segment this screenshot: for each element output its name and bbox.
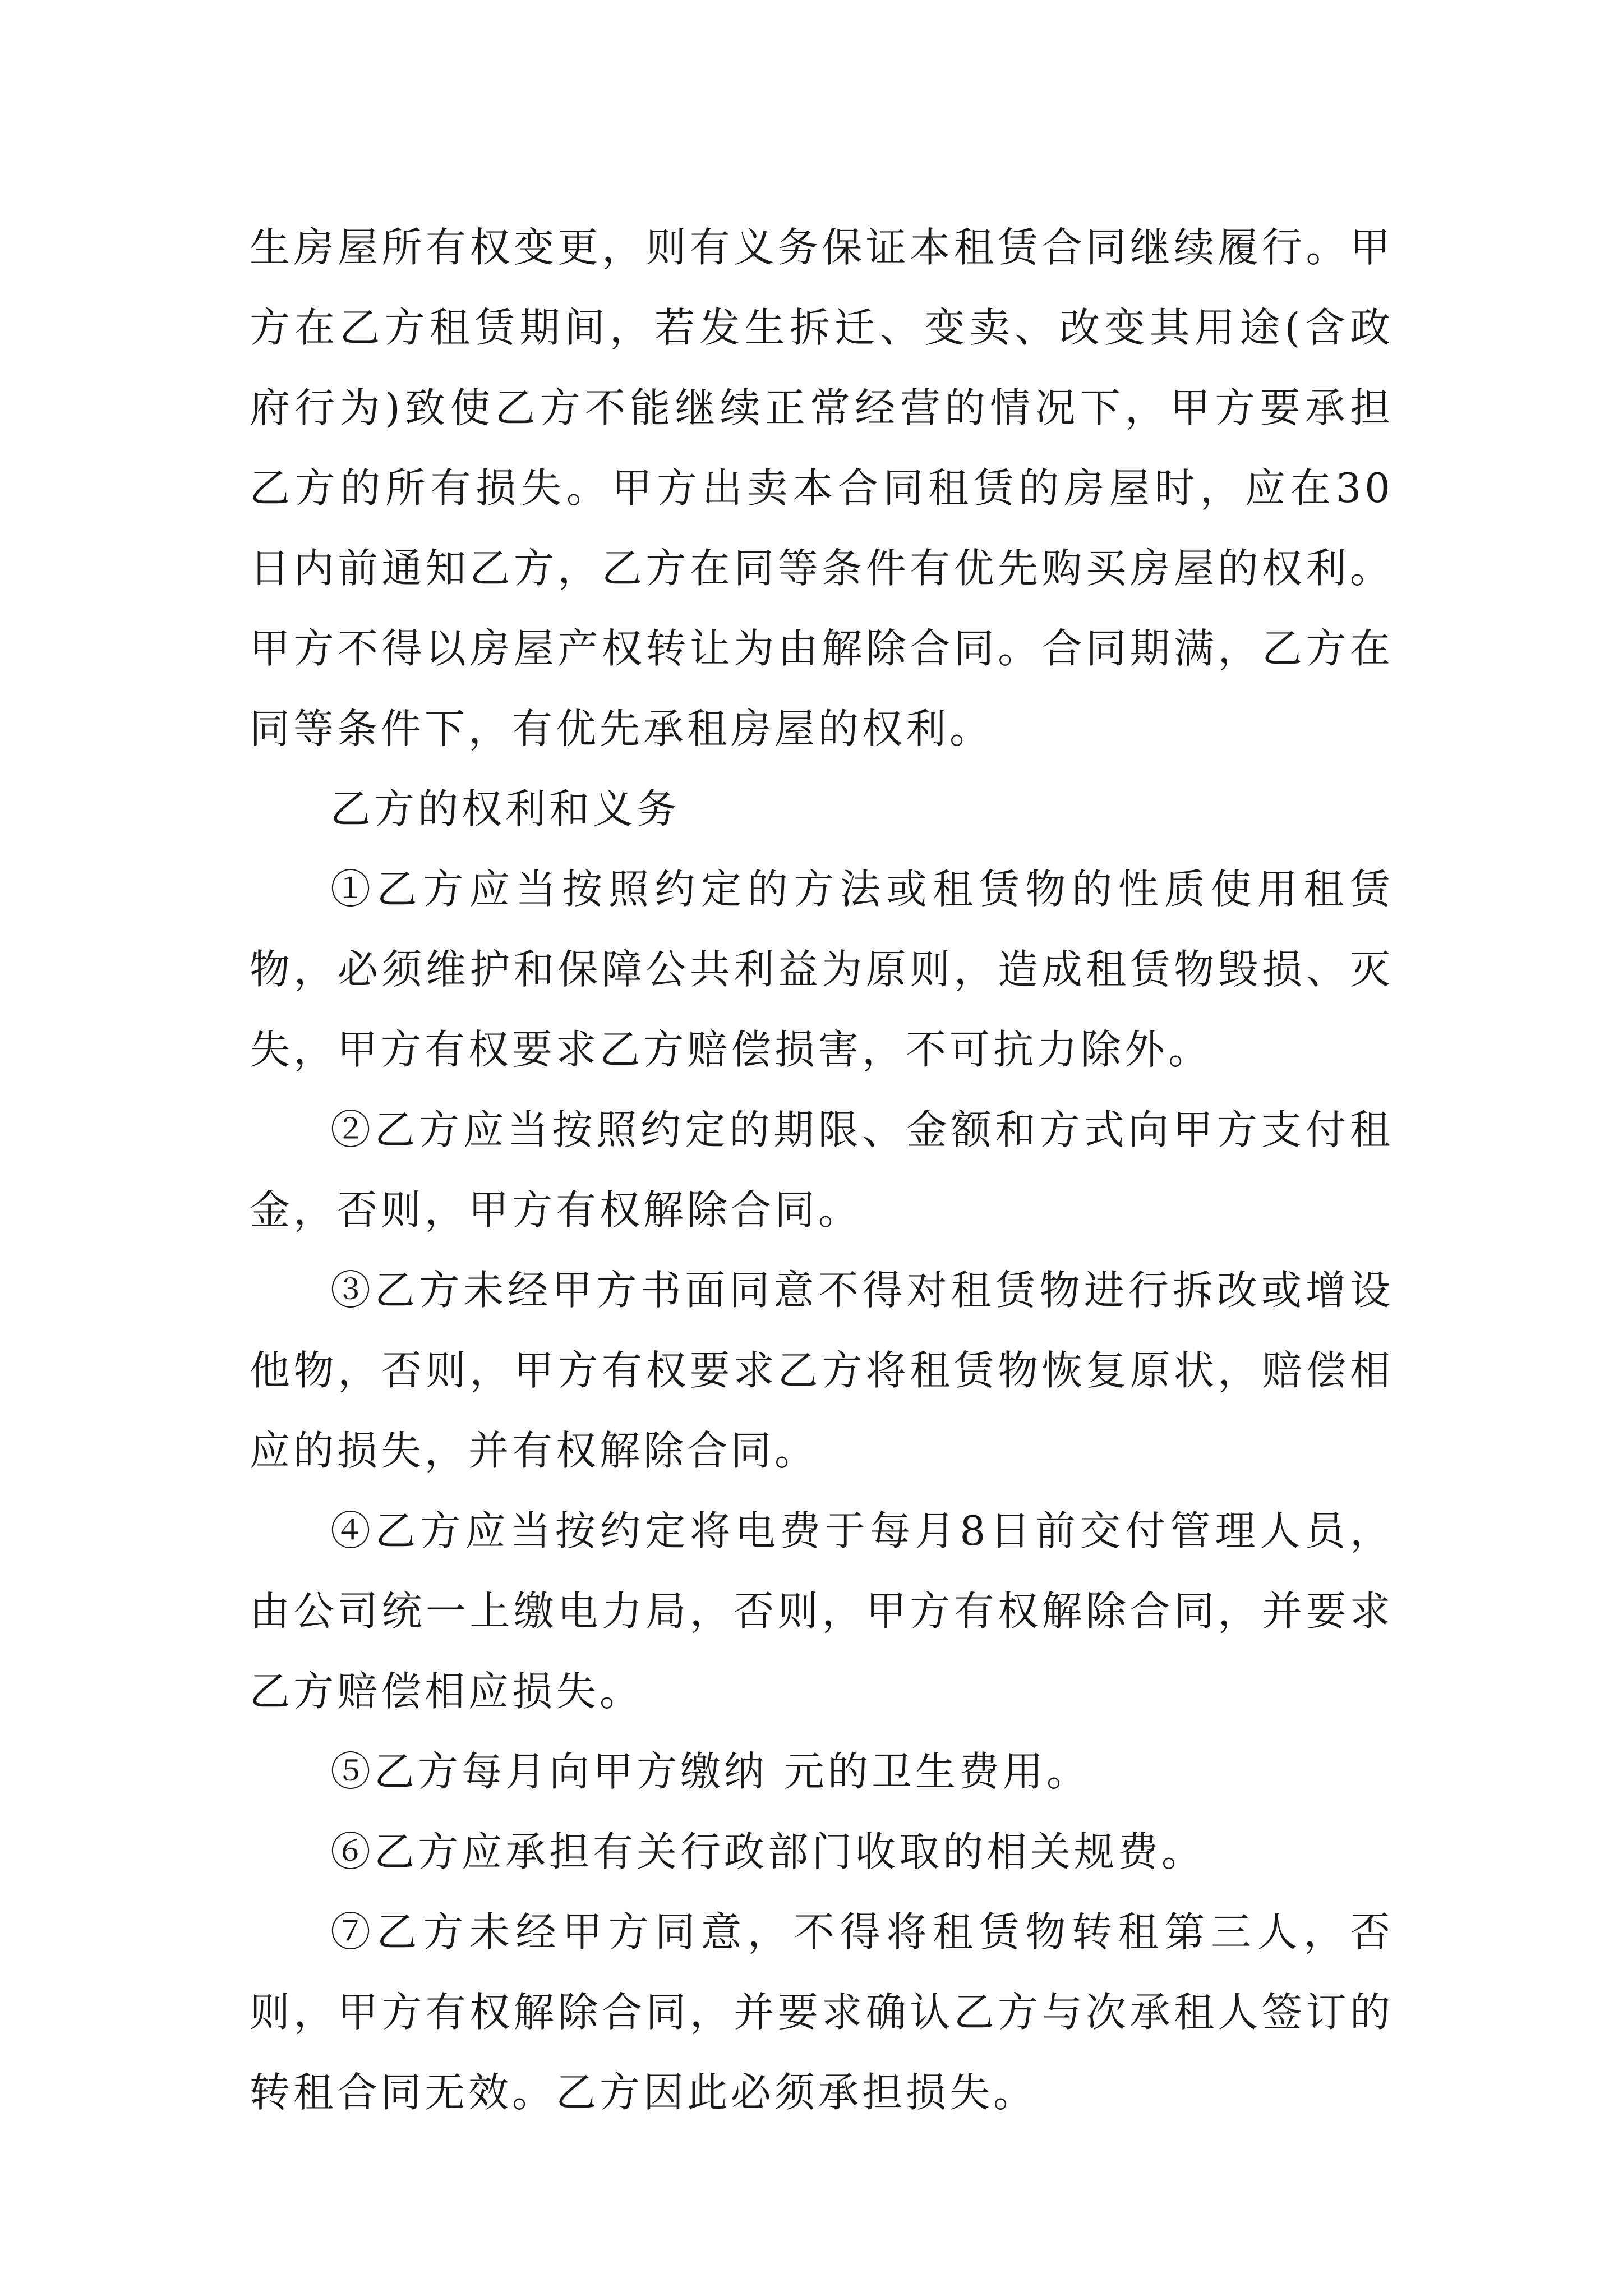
clause-2: ②乙方应当按照约定的期限、金额和方式向甲方支付租金，否则，甲方有权解除合同。 [250,1106,1394,1234]
clause-6: ⑥乙方应承担有关行政部门收取的相关规费。 [330,1828,1206,1875]
clause-4: ④乙方应当按约定将电费于每月8日前交付管理人员，由公司统一上缴电力局，否则，甲方有权解除合同，并要求乙方赔偿相应损失。 [250,1507,1394,1715]
clause-3: ③乙方未经甲方书面同意不得对租赁物进行拆改或增设他物，否则，甲方有权要求乙方将租赁物恢复原状，赔偿相应的损失，并有权解除合同。 [250,1267,1394,1474]
section-heading-lessee-rights: 乙方的权利和义务 [330,785,681,832]
clause-7: ⑦乙方未经甲方同意，不得将租赁物转租第三人，否则，甲方有权解除合同，并要求确认乙方与次承租人签订的转租合同无效。乙方因此必须承担损失。 [250,1908,1394,2116]
document-body [250,208,1394,2133]
clause-5: ⑤乙方每月向甲方缴纳 元的卫生费用。 [330,1748,1090,1795]
clause-1: ①乙方应当按照约定的方法或租赁物的性质使用租赁物，必须维护和保障公共利益为原则，造成租赁物毁损、灭失，甲方有权要求乙方赔偿损害，不可抗力除外。 [250,866,1394,1073]
paragraph-lessor-obligations: 生房屋所有权变更，则有义务保证本租赁合同继续履行。甲方在乙方租赁期间，若发生拆迁、变卖、改变其用途(含政府行为)致使乙方不能继续正常经营的情况下，甲方要承担乙方的所有损失。甲方出卖本合同租赁的房屋时，应在30日内前通知乙方，乙方在同等条件有优先购买房屋的权利。甲方不得以房屋产权转让为由解除合同。合同期满，乙方在同等条件下，有优先承租房屋的权利。 [250,224,1394,752]
